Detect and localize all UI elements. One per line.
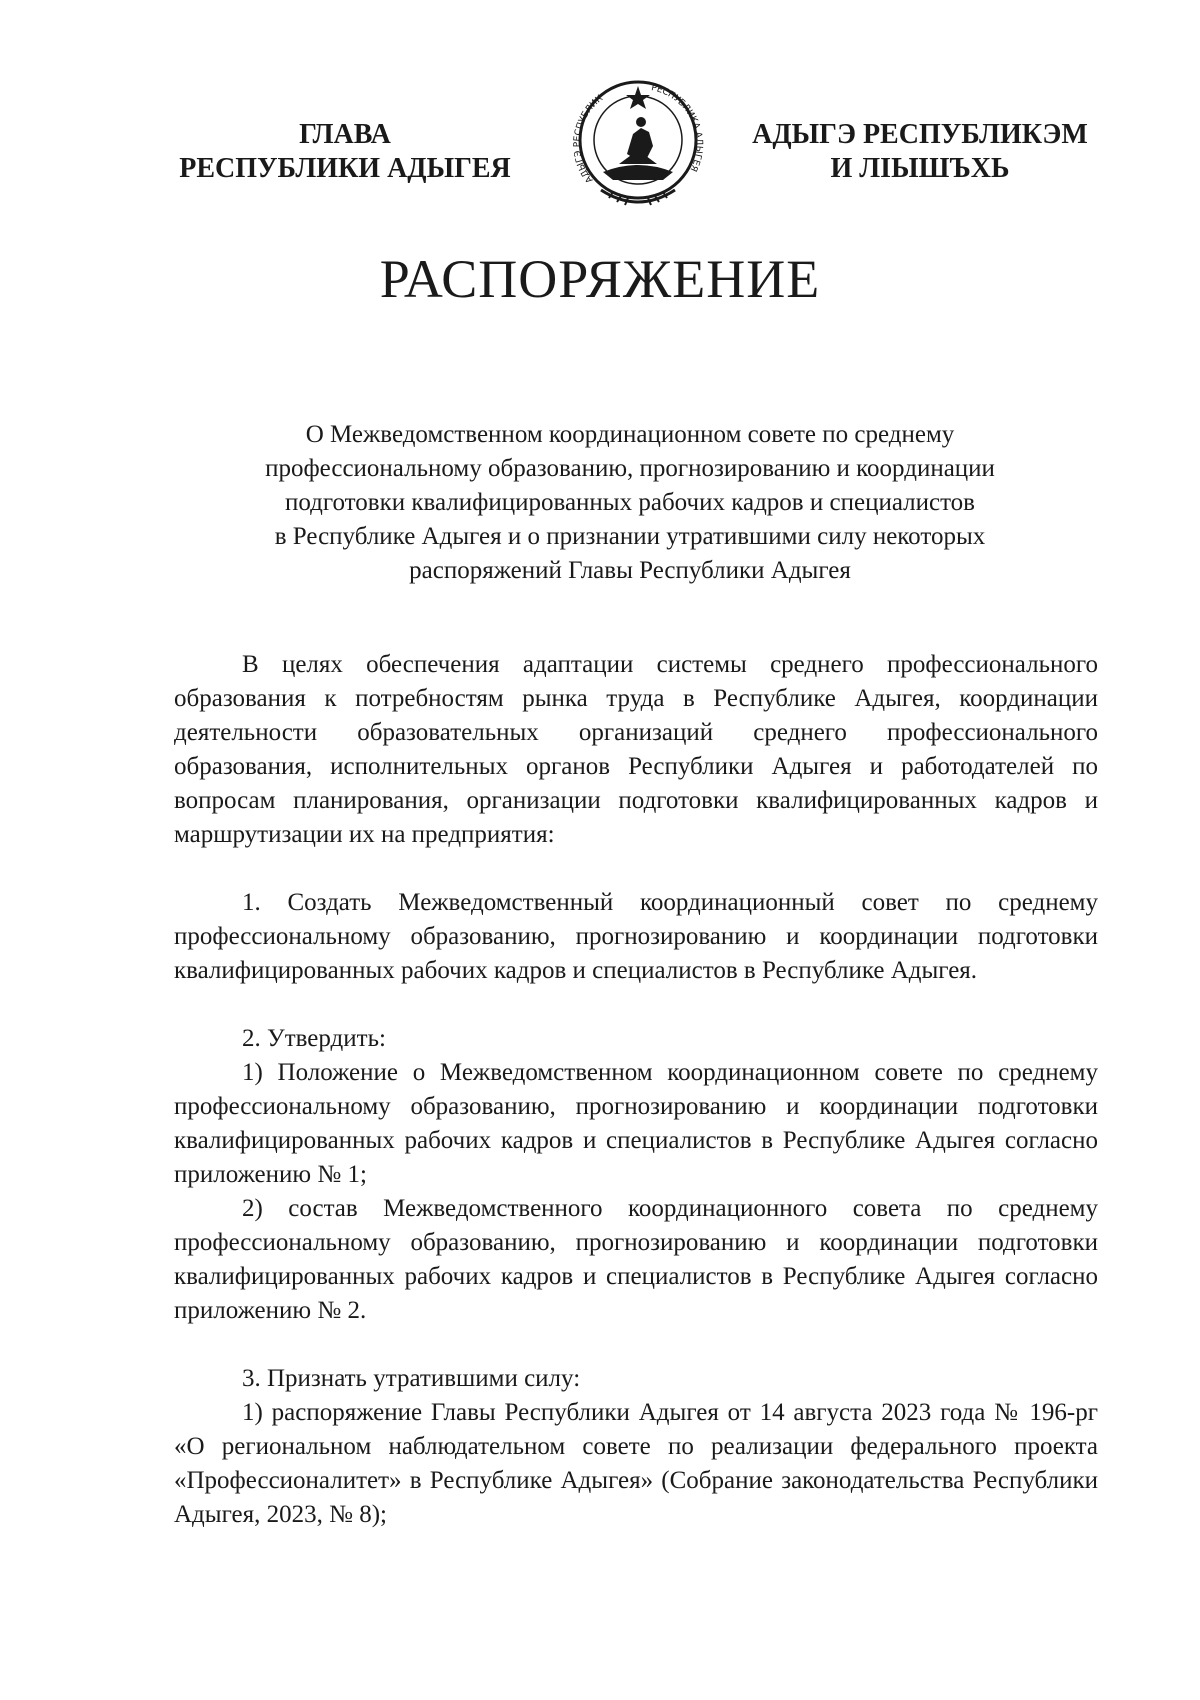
preamble-paragraph: В целях обеспечения адаптации системы среднего профессионального образования к потребностям рынка труда в Республике Адыгея, координации деятельности образовательных организаций среднего профессионального образования, исполнительных органов Республики Адыгея и работодателей по вопросам планирования, организации подготовки квалифицированных кадров и маршрутизации их на предприятия: bbox=[174, 651, 1098, 848]
clause-2-heading: 2. Утвердить: bbox=[242, 1025, 386, 1052]
issuer-title-line: ГЛАВА bbox=[299, 119, 391, 150]
subject-line: профессиональному образованию, прогнозированию и координации bbox=[265, 455, 995, 482]
subject-line: распоряжений Главы Республики Адыгея bbox=[409, 557, 851, 584]
issuer-title-line: И ЛIЫШЪХЬ bbox=[830, 153, 1010, 184]
document-body bbox=[174, 648, 1098, 1532]
document-type-title: РАСПОРЯЖЕНИЕ bbox=[379, 249, 821, 309]
emblem-lettering-left: АДЫГЭ РЕСПУБЛИК bbox=[572, 93, 605, 185]
clause-3-heading: 3. Признать утратившими силу: bbox=[242, 1365, 581, 1392]
issuer-title-line: АДЫГЭ РЕСПУБЛИКЭМ bbox=[752, 119, 1088, 150]
subject-line: в Республике Адыгея и о признании утратившими силу некоторых bbox=[274, 523, 986, 550]
clause-1: 1. Создать Межведомственный координационный совет по среднему профессиональному образованию, прогнозированию и координации подготовки квалифицированных рабочих кадров и специалистов в Республике Адыгея. bbox=[174, 889, 1098, 984]
document-subject bbox=[160, 418, 1100, 588]
issuer-title-russian bbox=[170, 118, 520, 186]
clause-2-subitem-2: 2) состав Межведомственного координационного совета по среднему профессиональному образованию, прогнозированию и координации подготовки квалифицированных рабочих кадров и специалистов в Республике Адыгея согласно приложению № 2. bbox=[174, 1195, 1098, 1324]
coat-of-arms-emblem bbox=[563, 68, 713, 218]
issuer-title-adyghe bbox=[730, 118, 1110, 186]
issuer-title-line: РЕСПУБЛИКИ АДЫГЕЯ bbox=[179, 153, 511, 184]
clause-2-subitem-1: 1) Положение о Межведомственном координационном совете по среднему профессиональному образованию, прогнозированию и координации подготовки квалифицированных рабочих кадров и специалистов в Республике Адыгея согласно приложению № 1; bbox=[174, 1059, 1098, 1188]
subject-line: подготовки квалифицированных рабочих кадров и специалистов bbox=[285, 489, 975, 516]
subject-line: О Межведомственном координационном совете по среднему bbox=[305, 421, 955, 448]
emblem-lettering-right: РЕСПУБЛИКА АДЫГЕЯ bbox=[650, 83, 704, 173]
clause-3-subitem-1: 1) распоряжение Главы Республики Адыгея от 14 августа 2023 года № 196-рг «О региональном наблюдательном совете по реализации федерального проекта «Профессионалитет» в Республике Адыгея» (Собрание законодательства Республики Адыгея, 2023, № 8); bbox=[174, 1399, 1098, 1528]
